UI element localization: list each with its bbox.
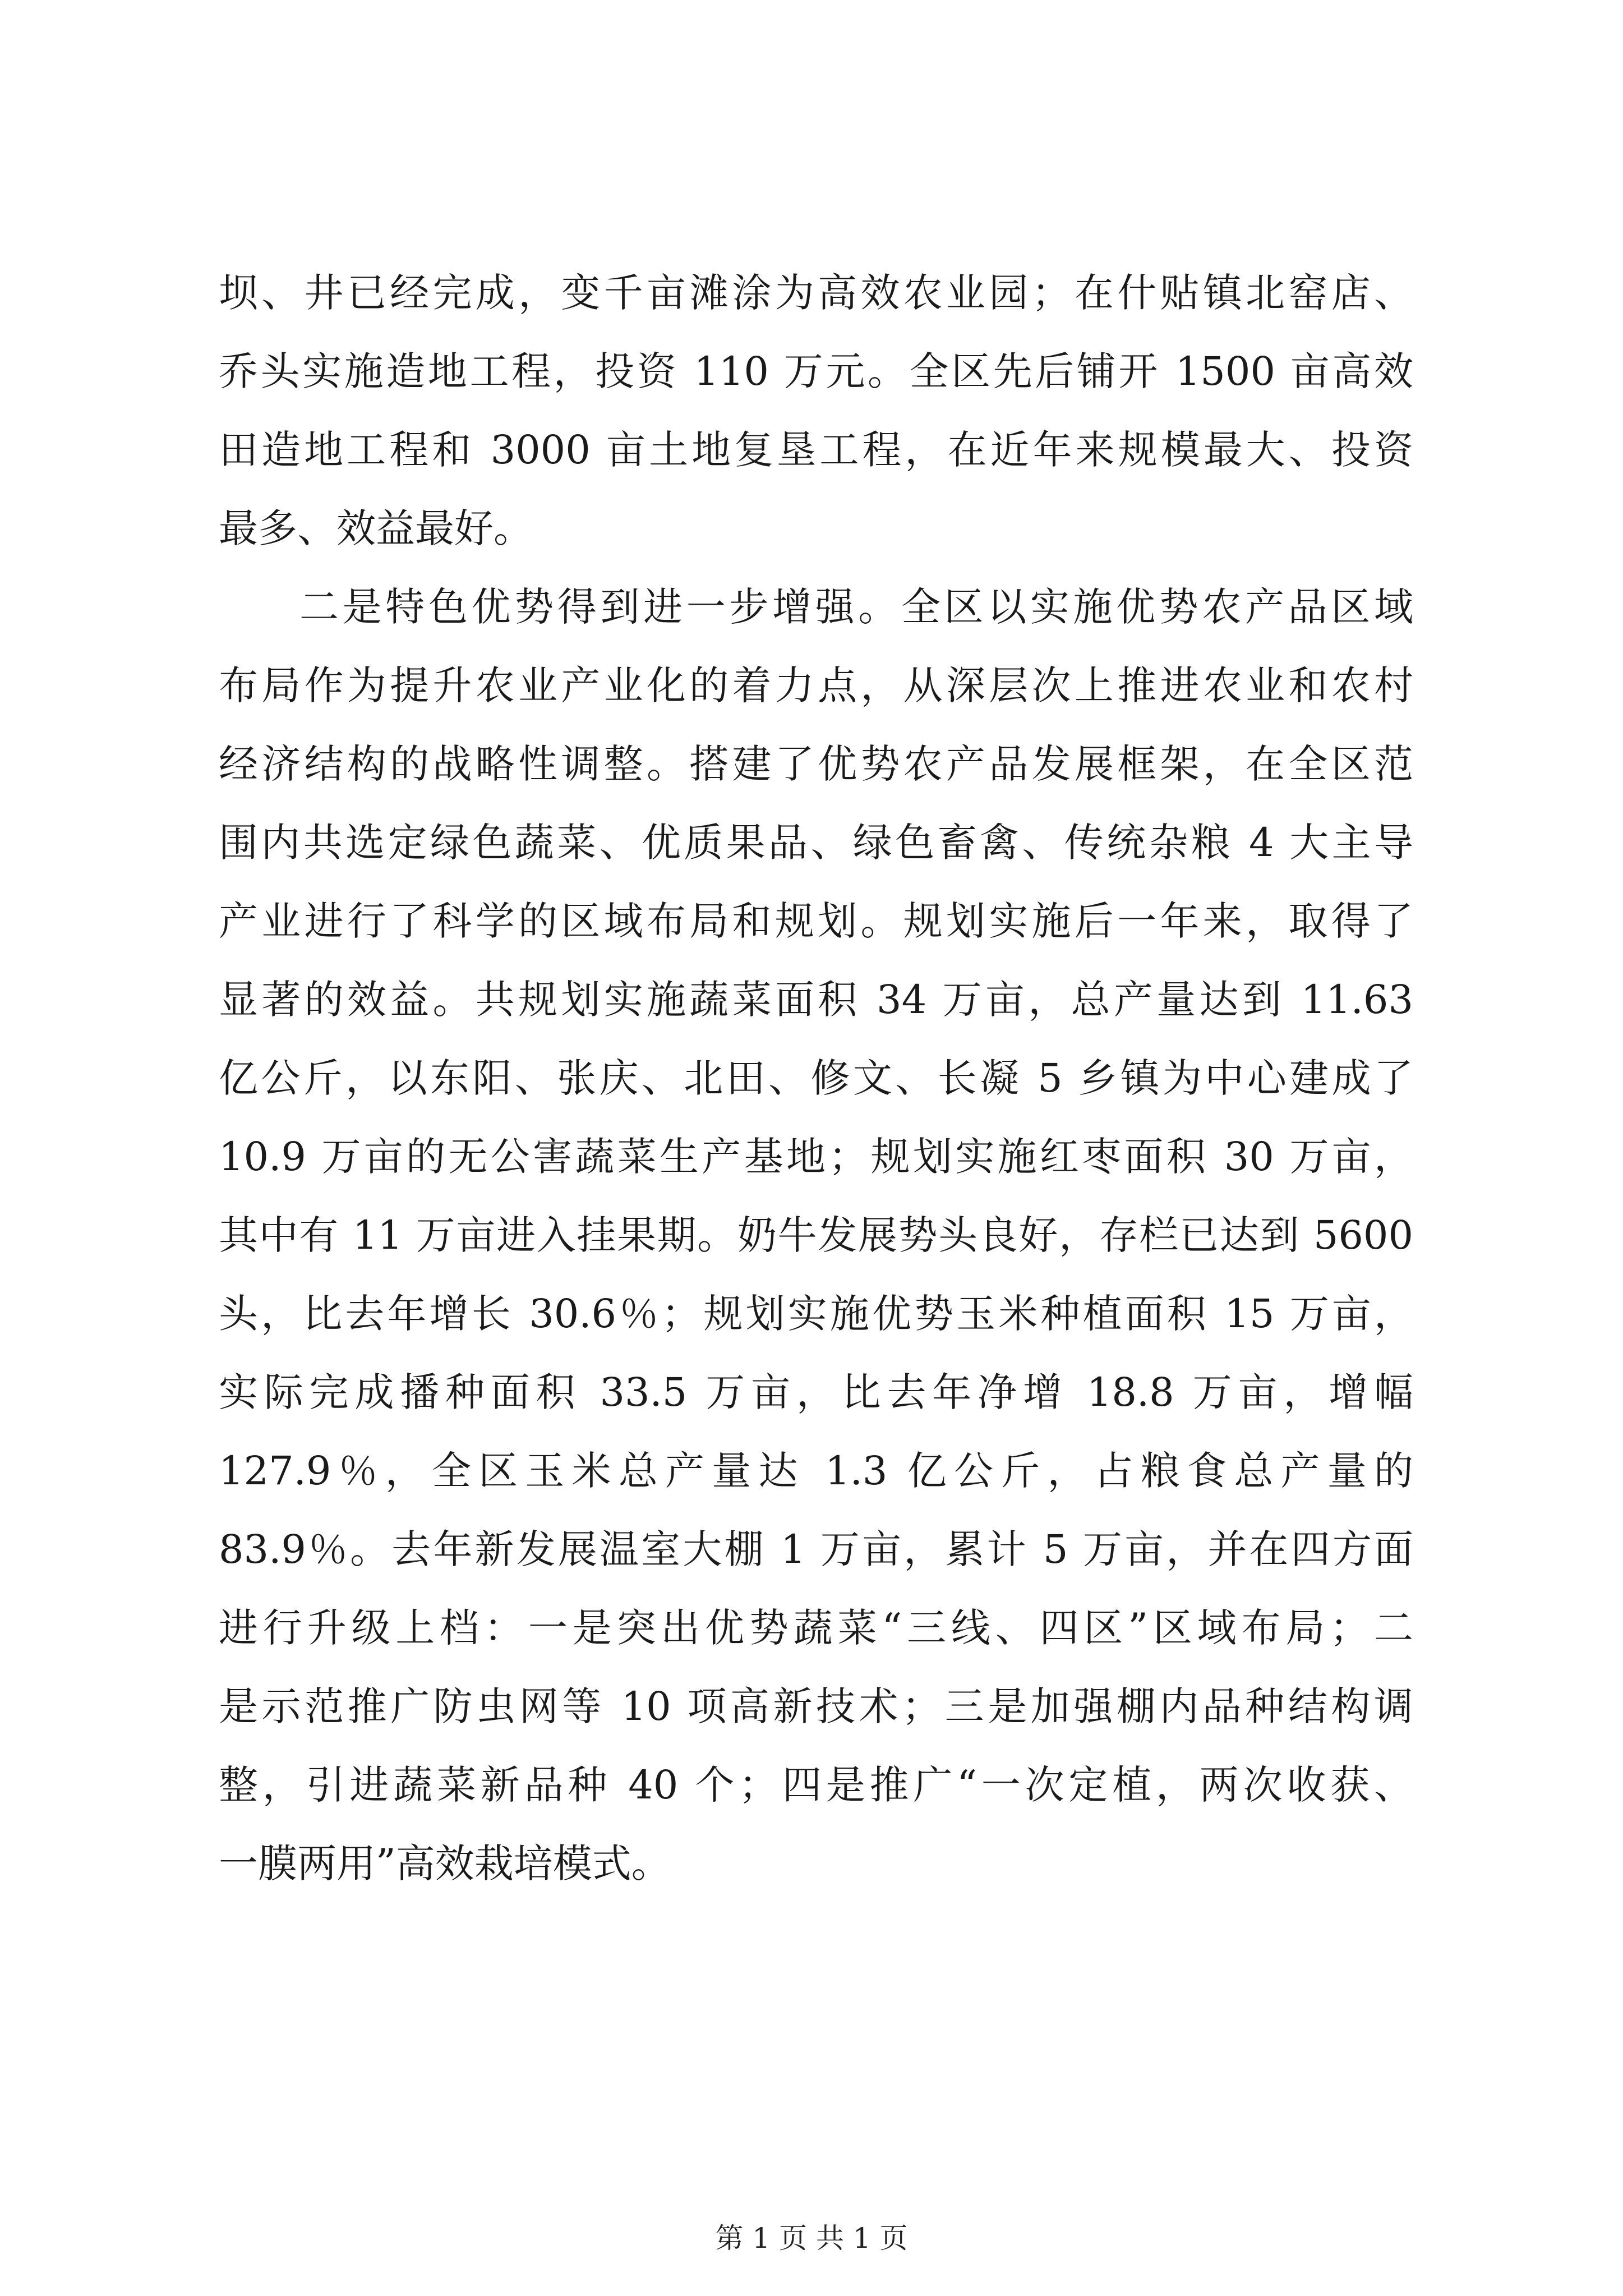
- paragraph-2-line: 围内共选定绿色蔬菜、优质果品、绿色畜禽、传统杂粮 4 大主导: [219, 820, 1413, 866]
- page-number: 第 1 页 共 1 页: [715, 2222, 908, 2254]
- paragraph-2-line: 10.9 万亩的无公害蔬菜生产基地；规划实施红枣面积 30 万亩，: [219, 1134, 1413, 1180]
- paragraph-2-line: 亿公斤，以东阳、张庆、北田、修文、长凝 5 乡镇为中心建成了: [219, 1055, 1413, 1101]
- paragraph-2-line: 显著的效益。共规划实施蔬菜面积 34 万亩，总产量达到 11.63: [219, 977, 1413, 1023]
- paragraph-2-line: 实际完成播种面积 33.5 万亩，比去年净增 18.8 万亩，增幅: [219, 1369, 1413, 1415]
- paragraph-2-line: 83.9％。去年新发展温室大棚 1 万亩，累计 5 万亩，并在四方面: [219, 1526, 1413, 1572]
- page-footer: [0, 2221, 1623, 2255]
- paragraph-2-line: 进行升级上档：一是突出优势蔬菜“三线、四区”区域布局；二: [219, 1605, 1413, 1651]
- document-body: [219, 254, 1413, 1903]
- paragraph-1-line: 乔头实施造地工程，投资 110 万元。全区先后铺开 1500 亩高效: [219, 348, 1413, 394]
- paragraph-2-line: 是示范推广防虫网等 10 项高新技术；三是加强棚内品种结构调: [219, 1683, 1413, 1729]
- paragraph-2-line: 头，比去年增长 30.6％；规划实施优势玉米种植面积 15 万亩，: [219, 1291, 1413, 1337]
- paragraph-2-line: 布局作为提升农业产业化的着力点，从深层次上推进农业和农村: [219, 662, 1413, 708]
- paragraph-2-line: 整，引进蔬菜新品种 40 个；四是推广“一次定植，两次收获、: [219, 1762, 1413, 1808]
- paragraph-2-line: 其中有 11 万亩进入挂果期。奶牛发展势头良好，存栏已达到 5600: [219, 1212, 1413, 1258]
- paragraph-2-line: 一膜两用”高效栽培模式。: [219, 1841, 671, 1887]
- paragraph-1-line: 坝、井已经完成，变千亩滩涂为高效农业园；在什贴镇北窑店、: [219, 270, 1413, 316]
- paragraph-2-line: 127.9％，全区玉米总产量达 1.3 亿公斤，占粮食总产量的: [219, 1448, 1413, 1494]
- paragraph-1-line: 田造地工程和 3000 亩土地复垦工程，在近年来规模最大、投资: [219, 427, 1413, 473]
- paragraph-2-line: 产业进行了科学的区域布局和规划。规划实施后一年来，取得了: [219, 898, 1413, 944]
- paragraph-2-line: 二是特色优势得到进一步增强。全区以实施优势农产品区域: [299, 584, 1413, 630]
- paragraph-1-line: 最多、效益最好。: [219, 505, 533, 551]
- paragraph-2-line: 经济结构的战略性调整。搭建了优势农产品发展框架，在全区范: [219, 741, 1413, 787]
